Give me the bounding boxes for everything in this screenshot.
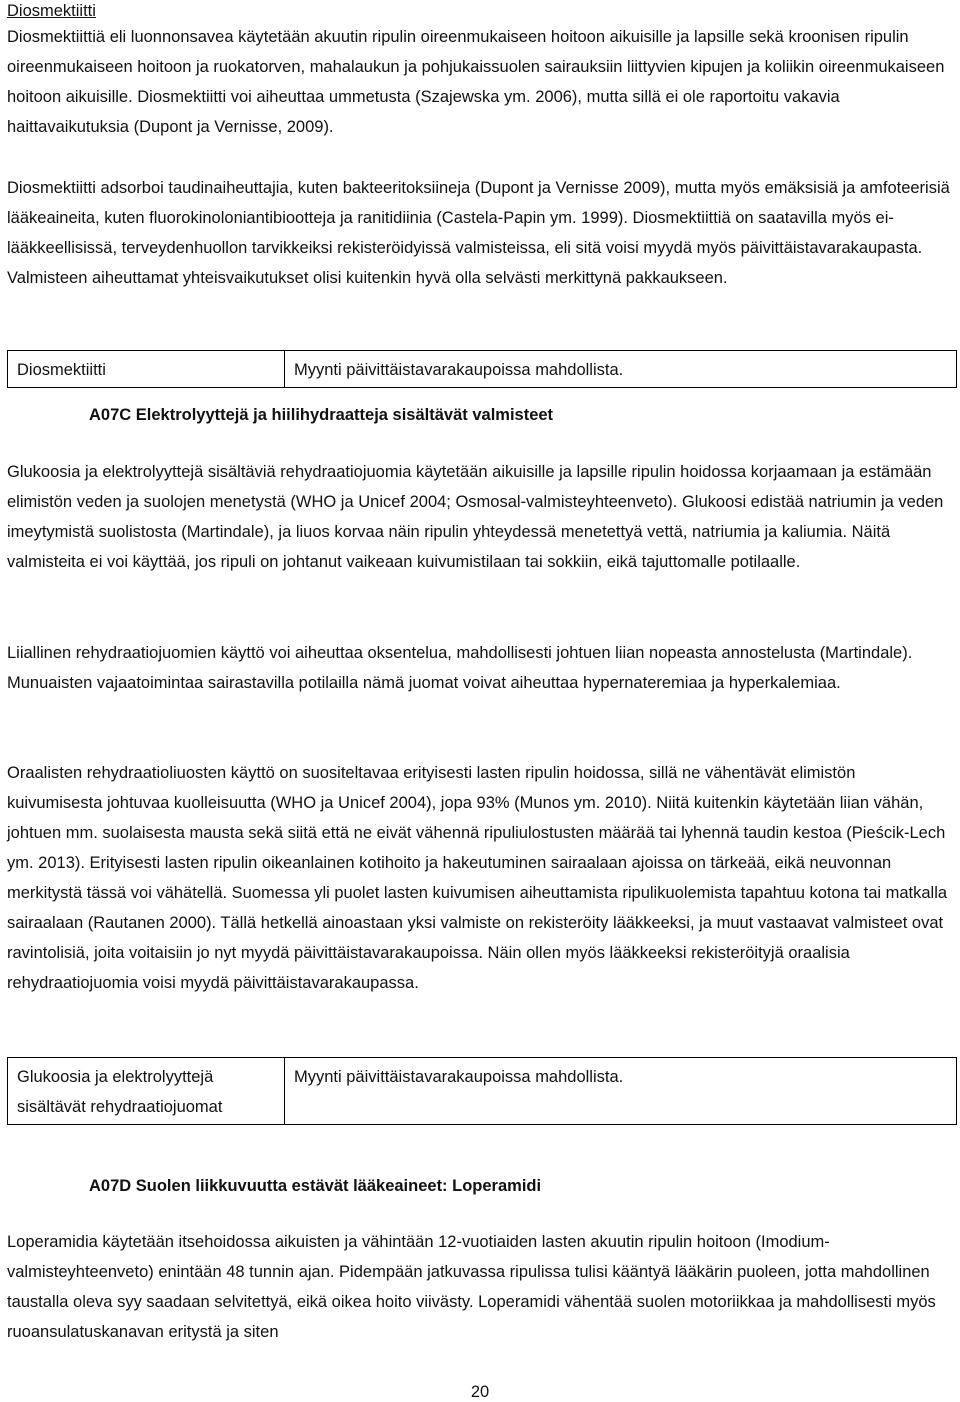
paragraph-diosmektiitti-2: Diosmektiitti adsorboi taudinaiheuttajia, kuten bakteeritoksiineja (Dupont ja Vernisse 2009), mutta myös emäksisiä ja amfoteerisiä lääkeaineita, kuten fluorokinoloniantibiootteja ja ranitidiinia (Castela-Papin ym. 1999). Diosmektiittiä on saatavilla myös ei-lääkkeellisissä, terveydenhuollon tarvikkeiksi rekisteröidyissä valmisteissa, eli sitä voisi myydä myös päivittäistavarakaupasta. Valmisteen aiheuttamat yhteisvaikutukset olisi kuitenkin hyvä olla selvästi merkittynä pakkaukseen. [7, 179, 950, 287]
paragraph-a07d-1: Loperamidia käytetään itsehoidossa aikuisten ja vähintään 12-vuotiaiden lasten akuutin ripulin hoitoon (Imodium-valmisteyhteenveto) enintään 48 tunnin ajan. Pidempään jatkuvassa ripulissa tulisi kääntyä lääkärin puoleen, jotta mahdollinen taustalla oleva syy saadaan selvitettyä, eikä oikea hoito viivästy. Loperamidi vähentää suolen motoriikkaa ja mahdollisesti myös ruoansulatuskanavan eritystä ja siten [7, 1233, 936, 1341]
paragraph-a07c-3: Oraalisten rehydraatioliuosten käyttö on suositeltavaa erityisesti lasten ripulin hoidossa, sillä ne vähentävät elimistön kuivumisesta johtuvaa kuolleisuutta (WHO ja Unicef 2004), jopa 93% (Munos ym. 2010). Niitä kuitenkin käytetään liian vähän, johtuen mm. suolaisesta mausta sekä siitä että ne eivät vähennä ripuliulostusten määrää tai lyhennä taudin kestoa (Pieścik-Lech ym. 2013). Erityisesti lasten ripulin oikeanlainen kotihoito ja hakeutuminen sairaalaan ajoissa on tärkeää, eikä neuvonnan merkitystä tässä voi vähätellä. Suomessa yli puolet lasten kuivumisen aiheuttamista ripulikuolemista tapahtuu kotona tai matkalla sairaalaan (Rautanen 2000). Tällä hetkellä ainoastaan yksi valmiste on rekisteröity lääkkeeksi, ja muut vastaavat valmisteet ovat ravintolisiä, joita voitaisiin jo nyt myydä päivittäistavarakaupoissa. Näin ollen myös lääkkeeksi rekisteröityjä oraalisia rehydraatiojuomia voisi myydä päivittäistavarakaupassa. [7, 764, 948, 992]
section-heading-diosmektiitti: Diosmektiitti [7, 2, 96, 20]
paragraph-diosmektiitti-1: Diosmektiittiä eli luonnonsavea käytetään akuutin ripulin oireenmukaiseen hoitoon aikuisille ja lapsille sekä kroonisen ripulin oireenmukaiseen hoitoon ja ruokatorven, mahalaukun ja pohjukaissuolen sairauksiin liittyvien kipujen ja koliikin oireenmukaiseen hoitoon aikuisille. Diosmektiitti voi aiheuttaa ummetusta (Szajewska ym. 2006), mutta sillä ei ole raportoitu vakavia haittavaikutuksia (Dupont ja Vernisse, 2009). [7, 28, 945, 136]
table-cell-product: Glukoosia ja elektrolyyttejä sisältävät rehydraatiojuomat [8, 1058, 285, 1125]
paragraph-a07c-1: Glukoosia ja elektrolyyttejä sisältäviä rehydraatiojuomia käytetään aikuisille ja lapsille ripulin hoidossa korjaamaan ja estämään elimistön veden ja suolojen menetystä (WHO ja Unicef 2004; Osmosal-valmisteyhteenveto). Glukoosi edistää natriumin ja veden imeytymistä suolistosta (Martindale), ja liuos korvaa näin ripulin yhteydessä menetettyä vettä, natriumia ja kaliumia. Näitä valmisteita ei voi käyttää, jos ripuli on johtanut vaikeaan kuivumistilaan tai sokkiin, eikä tajuttomalle potilaalle. [7, 463, 944, 571]
section-title-a07c: A07C Elektrolyyttejä ja hiilihydraatteja sisältävät valmisteet [89, 406, 554, 424]
table-cell-product: Diosmektiitti [8, 351, 285, 388]
table-row [8, 1058, 957, 1125]
section-title-a07d: A07D Suolen liikkuvuutta estävät lääkeaineet: Loperamidi [89, 1177, 542, 1195]
availability-table-rehydraatio [7, 1057, 957, 1125]
page-number: 20 [470, 1383, 490, 1401]
paragraph-a07c-2: Liiallinen rehydraatiojuomien käyttö voi aiheuttaa oksentelua, mahdollisesti johtuen liian nopeasta annostelusta (Martindale). Munuaisten vajaatoimintaa sairastavilla potilailla nämä juomat voivat aiheuttaa hypernateremiaa ja hyperkalemiaa. [7, 644, 913, 692]
availability-table-diosmektiitti [7, 350, 957, 388]
table-cell-status: Myynti päivittäistavarakaupoissa mahdollista. [285, 1058, 957, 1125]
table-cell-status: Myynti päivittäistavarakaupoissa mahdollista. [285, 351, 957, 388]
table-row [8, 351, 957, 388]
